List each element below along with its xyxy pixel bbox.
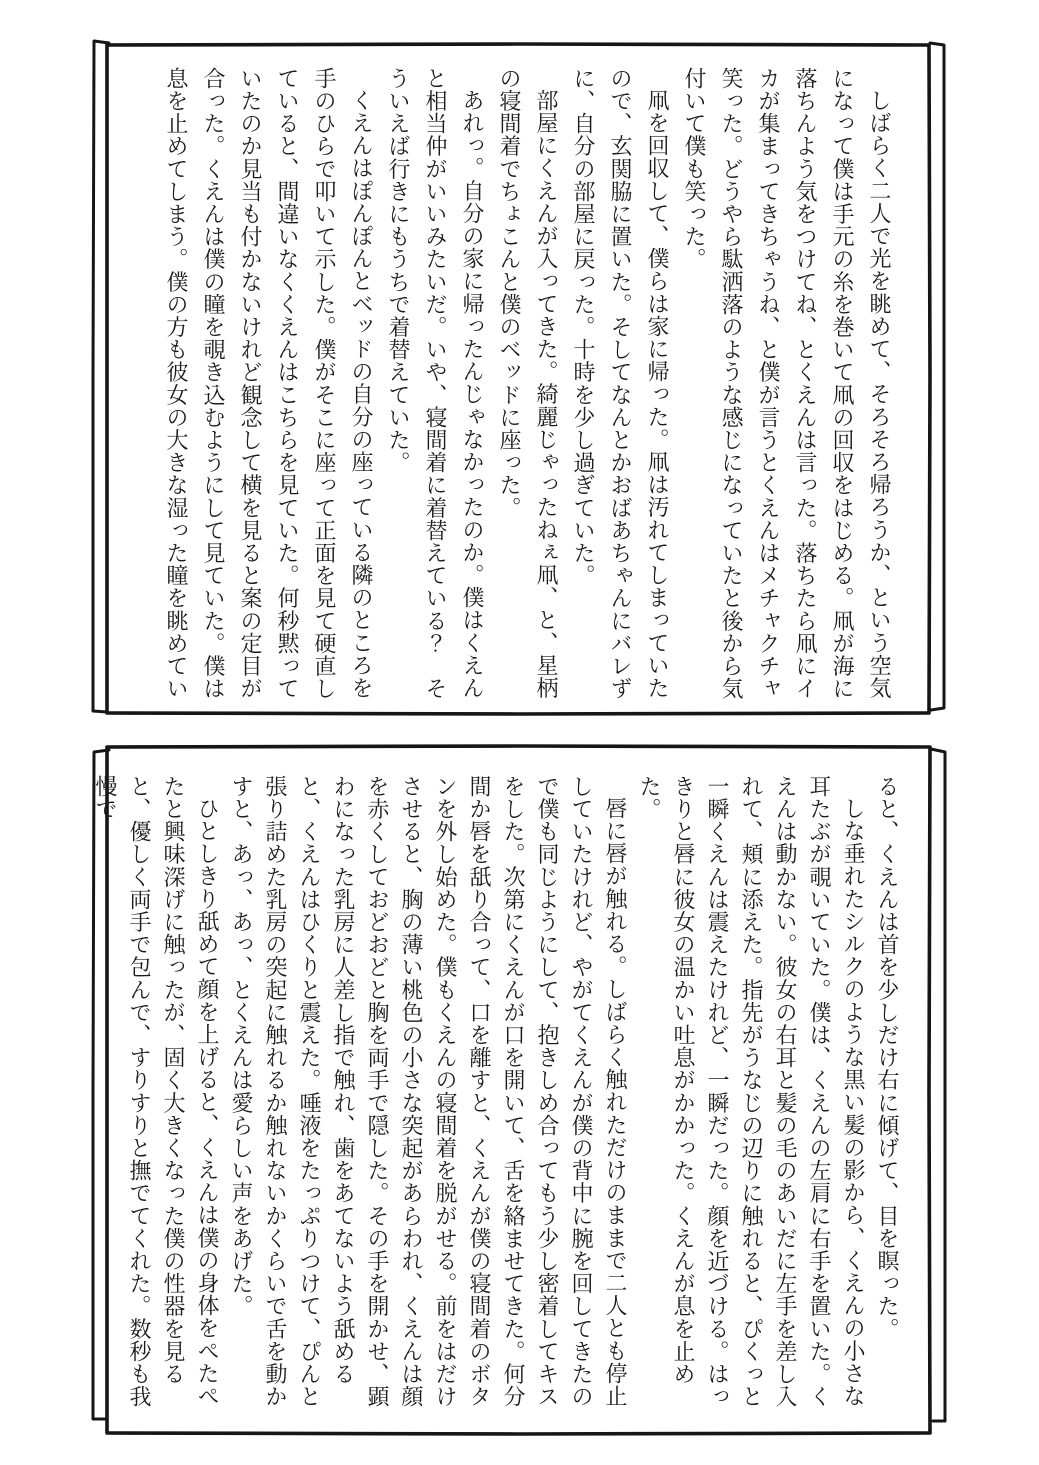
paragraph: くえんはぽんぽんとベッドの自分の座っている隣のところを手のひらで叩いて示した。僕がそこに座って正面を見て硬直していると、間違いなくくえんはこちらを見ていた。何秒黙っていたのか見当も付かないけれど観念して横を見ると案の定目が合った。くえんは僕の瞳を覗き込むようにして見ていた。僕は息を止めてしまう。僕の方も彼女の大きな湿った瞳を眺めてい <box>164 67 374 700</box>
vertical-text-panel-2 <box>93 775 904 1408</box>
paragraph: しな垂れたシルクのような黒い髪の影から、くえんの小さな耳たぶが覗いていた。僕は、くえんの左肩に右手を置いた。くえんは動かない。彼女の右耳と髪の毛のあいだに左手を差し入れて、頬に添えた。指先がうなじの辺りに触れると、ぴくっと一瞬くえんは震えたけれど、一瞬だった。顔を近づける。はっきりと唇に彼女の温かい吐息がかかった。くえんが息を止めた。 <box>637 775 866 1408</box>
paragraph: ひとしきり舐めて顔を上げると、くえんは僕の身体をぺたぺたと興味深げに触ったが、固く大きくなった僕の性器を見ると、優しく両手で包んで、すりすりと撫でてくれた。数秒も我慢で <box>93 775 220 1408</box>
paragraph: 凧を回収して、僕らは家に帰った。凧は汚れてしまっていたので、玄関脇に置いた。そしてなんとかおばあちゃんにバレずに、自分の部屋に戻った。十時を少し過ぎていた。 <box>571 67 670 700</box>
paragraph: あれっ。自分の家に帰ったんじゃなかったのか。僕はくえんと相当仲がいいみたいだ。いや、寝間着に着替えている？ そういえば行きにもうちで着替えていた。 <box>386 67 485 700</box>
paragraph: 部屋にくえんが入ってきた。綺麗じゃったねぇ凧、と、星柄の寝間着でちょこんと僕のベッドに座った。 <box>497 67 559 700</box>
paragraph: しばらく二人で光を眺めて、そろそろ帰ろうか、という空気になって僕は手元の糸を巻いて凧の回収をはじめる。凧が海に落ちんよう気をつけてね、とくえんは言った。落ちたら凧にイカが集まってきちゃうね、と僕が言うとくえんはメチャクチャ笑った。どうやら駄洒落のような感じになっていたと後から気付いて僕も笑った。 <box>682 67 892 700</box>
story-panel-2 <box>88 742 950 1442</box>
paragraph: 唇に唇が触れる。しばらく触れただけのままで二人とも停止していたけれど、やがてくえんが僕の背中に腕を回してきたので僕も同じようにして、抱きしめ合ってもう少し密着してキスをした。次第にくえんが口を開いて、舌を絡ませてきた。何分間か唇を舐り合って、口を離すと、くえんが僕の寝間着のボタンを外し始めた。僕もくえんの寝間着を脱がせる。前をはだけさせると、胸の薄い桃色の小さな突起があらわれ、くえんは顔を赤くしておどおどと胸を両手で隠した。その手を開かせ、顕わになった乳房に人差し指で触れ、歯をあてないよう舐めると、くえんはひくりと震えた。唾液をたっぷりつけて、ぴんと張り詰めた乳房の突起に触れるか触れないかくらいで舌を動かすと、あっ、あっ、とくえんは愛らしい声をあげた。 <box>229 775 628 1408</box>
vertical-text-panel-1 <box>126 67 898 700</box>
paragraph: ると、くえんは首を少しだけ右に傾げて、目を瞑った。 <box>875 775 900 1340</box>
story-panel-1 <box>88 36 950 718</box>
